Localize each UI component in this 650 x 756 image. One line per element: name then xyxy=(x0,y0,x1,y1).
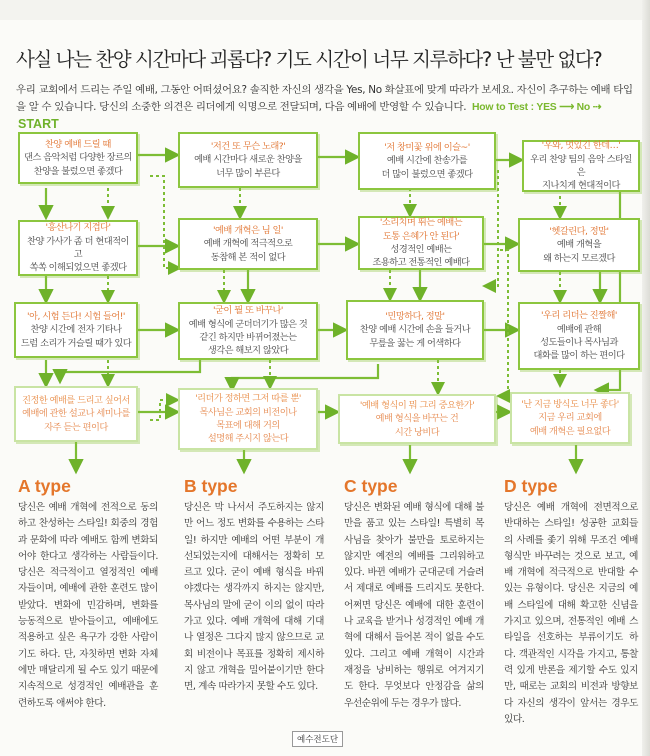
arrow-no xyxy=(150,400,176,420)
question-text: 목사님은 교회의 비전이나 목표에 대해 거의 설명해 주시지 않는다 xyxy=(199,406,297,445)
question-quote: '굳이 뭘 또 바꾸나' xyxy=(213,305,283,317)
footer-publisher: 예수전도단 xyxy=(292,731,343,747)
question-quote: '우리 리더는 진짤해' xyxy=(541,310,617,322)
type-c-title: C type xyxy=(344,476,398,496)
arrow-no xyxy=(500,250,508,396)
question-text: 댄스 음악처럼 다양한 장르의 찬양을 불렀으면 좋겠다 xyxy=(24,152,132,177)
question-box xyxy=(358,216,484,270)
type-a-description: 당신은 예배 개혁에 전적으로 동의하고 찬성하는 스타일! 회중의 경험과 문화에 따라 예배도 함께 변화되어야 한다고 생각하는 사람들이다. 당신은 적극적이고 열정적인 예배자들이며, 예배에 관한 훈련도 많이 받았다. 변화에 민감하며, 변화를 능동적으로 받아들이고, 예배에도 적용하고 싶은 욕구가 강한 사람이기도 하다. 단, 자칫하면 변화 자체에만 매달리게 될 수도 있기 때문에 지속적으로 성경적인 예배관을 훈련하도록 애써야 한다. xyxy=(18,502,158,709)
question-quote: '우와, 멋있긴 한데…' xyxy=(541,140,621,152)
question-text: 성경적인 예배는 조용하고 전통적인 예배다 xyxy=(372,244,470,269)
question-box xyxy=(14,302,138,358)
question-box xyxy=(178,302,318,360)
question-text: 예배 개혁을 왜 하는지 모르겠다 xyxy=(543,239,615,264)
question-box xyxy=(178,388,318,450)
question-box xyxy=(18,132,138,184)
type-c-description: 당신은 변화된 예배 형식에 대해 불만을 품고 있는 스타일! 특별히 목사님을 찾아가 불만을 토로하지는 않지만 예전의 예배를 그리워하고 있다. 바뀐 예배가 군대군데 거슬려서 제대로 예배를 드리지도 못한다. 어쩌면 당신은 예배에 대한 훈련이나 교육을 받거나 성경적인 예배 개혁에 대해서 들어본 적이 없을 수도 있다. 그리고 예배 개혁이 시간과 재정을 낭비하는 행위로 여겨지기도 한다. 무엇보다 안정감을 삶의 우선순위에 두는 경우가 많다. xyxy=(344,502,484,709)
question-box xyxy=(346,300,484,360)
question-quote: '예배 형식이 뭐 그리 중요한가' xyxy=(359,399,475,411)
intro-paragraph: 우리 교회에서 드리는 주일 예배, 그동안 어떠셨어요? 솔직한 자신의 생각을 Yes, No 화살표에 맞게 따라가 보세요. 자신이 추구하는 예배 타입을 알 수 있습니다. 당신의 소중한 의견은 리더에게 익명으로 전달되며, 다음 예배에 반영할 수 있습니다. xyxy=(16,84,633,113)
question-box xyxy=(518,218,640,272)
question-quote: '아, 시험 든다! 시험 들어!' xyxy=(27,310,125,322)
question-text: 우리 찬양 팀의 음악 스타일은 지나치게 현대적이다 xyxy=(530,153,632,192)
question-box xyxy=(518,302,640,370)
question-box xyxy=(338,394,496,444)
type-a-title: A type xyxy=(18,476,71,496)
question-text: 예배 시간마다 새로운 찬양을 너무 많이 부른다 xyxy=(194,154,302,179)
page-binding-edge xyxy=(642,0,650,756)
type-b-title: B type xyxy=(184,476,238,496)
question-box xyxy=(178,218,318,270)
question-box xyxy=(510,392,630,444)
question-quote: 찬양 예배 드릴 때 xyxy=(45,138,111,150)
question-quote: 진정한 예배를 드리고 싶어서 xyxy=(22,394,130,406)
arrow-yes xyxy=(60,358,200,380)
question-quote: '민망하다, 정말' xyxy=(385,310,445,322)
question-text: 예배 시간에 찬송가를 더 많이 불렀으면 좋겠다 xyxy=(381,155,473,180)
question-quote: '난 지금 방식도 너무 좋다' xyxy=(521,398,619,410)
question-box xyxy=(178,132,318,188)
question-text: 찬양 가사가 좀 더 현대적이고 쏙쏙 이해되었으면 좋겠다 xyxy=(27,235,129,274)
arrow-yes xyxy=(232,364,378,388)
arrow-no xyxy=(150,176,178,268)
yes-arrow-icon: ⟶ xyxy=(559,101,574,113)
question-box xyxy=(18,220,138,276)
type-d-description: 당신은 예배 개혁에 전면적으로 반대하는 스타일! 성공한 교회들의 사례를 좇기 위해 무조건 예배 형식만 바꾸려는 것으로 보고, 예배 개혁에 적극적으로 반대할 수 있는 유형이다. 당신은 지금의 예배 스타일에 대해 확고한 신념을 가지고 있으며, 전통적인 예배 스타일을 선호하는 부류이기도 하다. 객관적인 시각을 가지고, 통찰력 있게 반론을 제기할 수도 있지만, 때로는 교회의 비전과 방향보다 자신의 생각이 앞서는 경우도 있다. xyxy=(504,502,638,725)
how-to-label: How to Test : YES xyxy=(471,101,557,113)
question-text: 예배에 관해 성도들이나 목사님과 대화를 많이 하는 편이다 xyxy=(533,323,625,362)
question-text: 예배 형식에 군더더기가 많은 것 같긴 하지만 바뀌어졌는는 생각은 해보지 않았다 xyxy=(188,318,308,357)
question-quote: '헷갈린다, 정말' xyxy=(549,225,609,237)
question-text: 찬양 예배 시간에 손을 들거나 무릎을 꿇는 게 어색하다 xyxy=(359,324,471,349)
question-text: 예배 개혁에 적극적으로 동참해 본 적이 없다 xyxy=(203,238,293,263)
type-b-description: 당신은 막 나서서 주도하지는 않지만 어느 정도 변화를 수용하는 스타일! 하지만 예배의 어떤 부분이 개선되었는지에 대해서는 정확히 모르고 있다. 굳이 예배 형식을 바꿔야겠다는 생각까지 하지는 않지만, 목사님의 말에 굳이 이의 없이 따라가고 있다. 예배 개혁에 대해 기대나 열정은 그다지 많지 않으므로 교회 비전이나 목표를 정확히 제시하지 않고 개혁을 밀어붙이기만 한다면, 계속 따라가지 못할 수도 있다. xyxy=(184,502,324,693)
question-text: 지금 우리 교회에 예배 개혁은 필요없다 xyxy=(529,412,611,437)
question-text: 예배 형식을 바꾸는 건 시간 낭비다 xyxy=(375,413,459,438)
question-text: 찬양 시간에 전자 기타나 드럼 소리가 거슬릴 때가 있다 xyxy=(20,324,132,349)
question-box xyxy=(358,132,496,190)
question-text: 예배에 관한 설교나 세미나를 자주 듣는 편이다 xyxy=(22,408,130,433)
question-quote: '흥산나기 지겹다' xyxy=(45,222,111,234)
no-arrow-icon: ⇢ xyxy=(592,101,602,113)
question-quote: '소리치며 뛰는 예배는 도통 은혜가 안 된다' xyxy=(379,217,463,242)
no-label: No xyxy=(576,101,591,113)
start-label: START xyxy=(18,117,59,131)
type-d-title: D type xyxy=(504,476,558,496)
question-quote: '예배 개혁은 님 일' xyxy=(213,224,283,236)
question-quote: '저건 또 무슨 노래?' xyxy=(210,140,286,152)
question-quote: '리더가 정하면 그저 따를 뿐' xyxy=(195,393,301,405)
question-box xyxy=(14,386,138,442)
question-box xyxy=(522,140,640,192)
page-title: 사실 나는 찬양 시간마다 괴롭다? 기도 시간이 너무 지루하다? 난 불만 없다? xyxy=(16,48,602,71)
question-quote: '저 창미꽃 위에 이슬~' xyxy=(384,141,470,153)
